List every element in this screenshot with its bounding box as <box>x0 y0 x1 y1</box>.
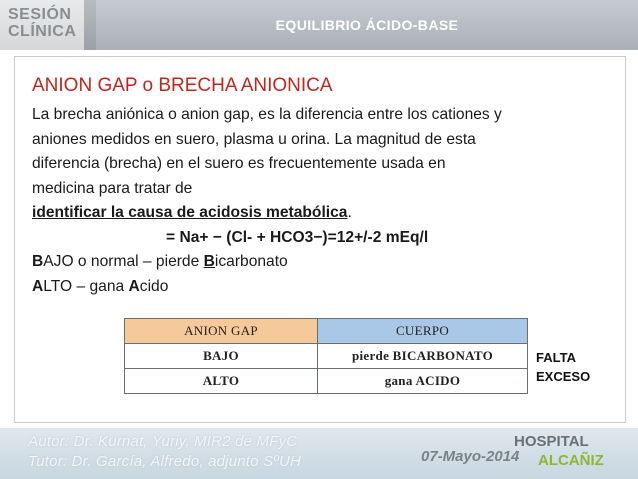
table-cell: BAJO <box>125 344 318 369</box>
table-header-anion-gap: ANION GAP <box>125 319 318 344</box>
underlined-suffix: . <box>347 204 352 221</box>
header-title: EQUILIBRIO ÁCIDO-BASE <box>96 0 638 50</box>
low-gap-line <box>32 250 622 275</box>
paragraph-line: diferencia (brecha) en el suero es frecuentemente usada en <box>32 155 446 172</box>
table-header-cuerpo: CUERPO <box>318 319 528 344</box>
underlined-phrase: identificar la causa de acidosis metabólica <box>32 204 348 221</box>
brand-line-2: CLÍNICA <box>8 23 77 40</box>
table-cell: gana ACIDO <box>318 369 528 394</box>
low-initial: B <box>32 253 44 270</box>
anion-gap-formula: = Na+ − (Cl- + HCO3−)=12+/-2 mEq/l <box>166 228 429 246</box>
brand-line-1: SESIÓN <box>8 6 72 23</box>
hospital-line-1: HOSPITAL <box>514 433 589 450</box>
paragraph-line: aniones medidos en suero, plasma u orina. La magnitud de esta <box>32 130 476 148</box>
table-header-row <box>125 319 528 344</box>
hospital-logo-text <box>514 432 604 470</box>
table-cell: ALTO <box>125 369 318 394</box>
footer-credits <box>28 432 301 472</box>
side-notes <box>536 348 590 386</box>
header-bar <box>0 0 638 50</box>
side-note-falta: FALTA <box>536 350 576 365</box>
table-row <box>125 369 528 394</box>
high-mid: LTO – gana <box>43 277 129 295</box>
body-text <box>32 103 622 299</box>
footer-bar <box>0 428 638 479</box>
hospital-line-2: ALCAÑIZ <box>538 452 604 469</box>
table-cell: pierde BICARBONATO <box>318 344 528 369</box>
high-gap-line <box>32 275 622 300</box>
table-row <box>125 344 528 369</box>
slide-title: ANION GAP o BRECHA ANIONICA <box>32 75 333 96</box>
anion-gap-table <box>124 318 528 394</box>
low-mid: AJO o normal – pierde <box>43 253 204 270</box>
presentation-date: 07-Mayo-2014 <box>421 448 520 465</box>
brand-divider <box>84 0 96 50</box>
paragraph-line-underlined <box>32 201 622 226</box>
low-key-initial: B <box>203 253 215 270</box>
high-initial: A <box>32 277 44 295</box>
author-line: Autor: Dr. Kurnat, Yuriy, MIR2 de MFyC <box>28 433 298 450</box>
tutor-line: Tutor: Dr. García, Alfredo, adjunto SºUH <box>28 453 302 470</box>
side-note-exceso: EXCESO <box>536 369 591 384</box>
paragraph-line: La brecha aniónica o anion gap, es la diferencia entre los cationes y <box>32 106 502 123</box>
session-brand <box>8 6 84 40</box>
high-key-initial: A <box>128 277 140 295</box>
paragraph-line: medicina para tratar de <box>32 179 193 197</box>
high-rest: cido <box>139 277 169 295</box>
low-rest: icarbonato <box>214 253 288 270</box>
